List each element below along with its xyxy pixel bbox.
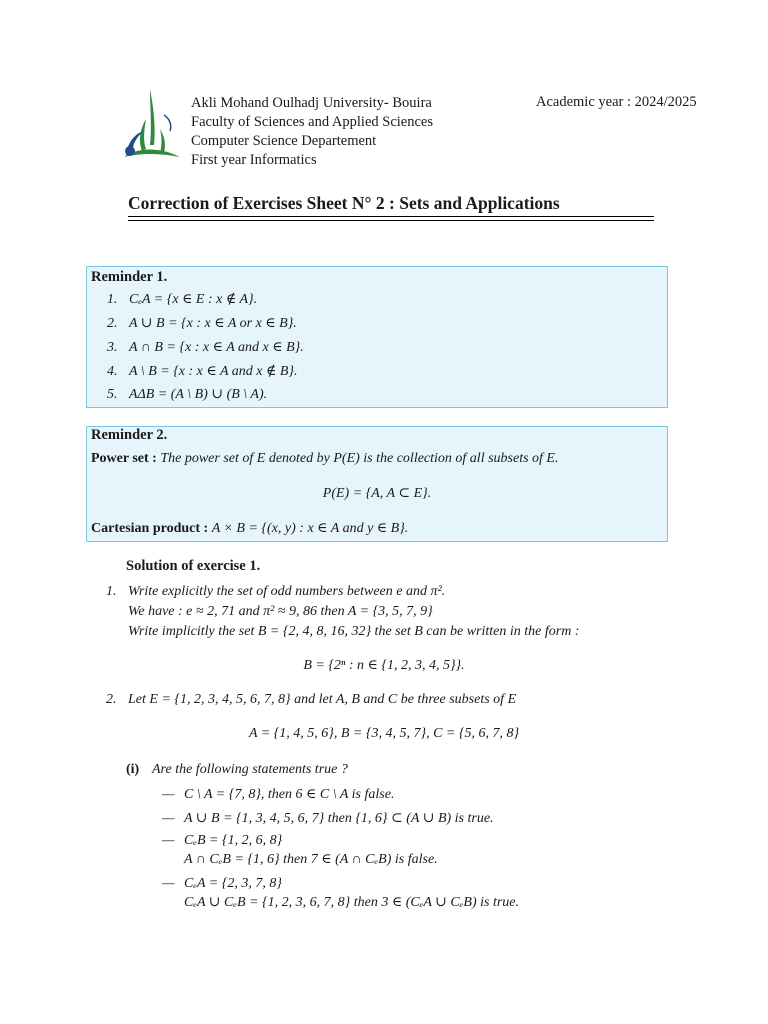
item-formula: CₑA = {x ∈ E : x ∉ A}. bbox=[129, 292, 258, 307]
dash-bullet: — bbox=[162, 876, 175, 891]
reminder-2-title: Reminder 2. bbox=[91, 427, 168, 443]
statement-item bbox=[162, 810, 494, 827]
cartesian-label: Cartesian product : bbox=[91, 521, 209, 536]
subsets-formula: A = {1, 4, 5, 6}, B = {3, 4, 5, 7}, C = {5, 6, 7, 8} bbox=[248, 726, 520, 741]
power-set-formula: P(E) = {A, A ⊂ E}. bbox=[322, 486, 432, 501]
academic-year: Academic year : 2024/2025 bbox=[536, 94, 697, 110]
dash-bullet: — bbox=[162, 811, 175, 826]
reminder-1-item bbox=[107, 363, 298, 380]
sub-question-label: (i) bbox=[126, 762, 140, 777]
power-set-definition bbox=[91, 451, 558, 467]
item-number: 1. bbox=[107, 292, 118, 307]
item-formula: AΔB = (A \ B) ∪ (B \ A). bbox=[129, 387, 268, 402]
cartesian-text: A × B = {(x, y) : x ∈ A and y ∈ B}. bbox=[211, 521, 409, 536]
item-number: 2. bbox=[107, 316, 118, 331]
reminder-1-title: Reminder 1. bbox=[91, 269, 168, 285]
faculty-name: Faculty of Sciences and Applied Sciences bbox=[191, 114, 434, 130]
solution-title: Solution of exercise 1. bbox=[126, 558, 261, 574]
university-name: Akli Mohand Oulhadj University- Bouira bbox=[191, 95, 432, 111]
title-underline-double bbox=[128, 220, 654, 221]
reminder-1-item bbox=[107, 386, 267, 403]
dash-bullet: — bbox=[162, 787, 175, 802]
reminder-1-item bbox=[107, 291, 257, 308]
page-title: Correction of Exercises Sheet N° 2 : Sets and Applications bbox=[128, 193, 560, 213]
item-number: 3. bbox=[107, 340, 118, 355]
reminder-2-box bbox=[86, 426, 668, 542]
statement-item bbox=[162, 876, 282, 892]
statement-item bbox=[162, 833, 282, 849]
set-b-formula: B = {2ⁿ : n ∈ {1, 2, 3, 4, 5}}. bbox=[303, 658, 465, 673]
statement-continuation: CₑA ∪ CₑB = {1, 2, 3, 6, 7, 8} then 3 ∈ (CₑA ∪ CₑB) is true. bbox=[184, 895, 520, 910]
item-number: 5. bbox=[107, 387, 118, 402]
statement-text: CₑB = {1, 2, 6, 8} bbox=[184, 833, 283, 848]
item-formula: A ∪ B = {x : x ∈ A or x ∈ B}. bbox=[129, 316, 297, 331]
item-number: 4. bbox=[107, 364, 118, 379]
class-level: First year Informatics bbox=[191, 152, 317, 168]
title-underline bbox=[128, 216, 654, 217]
statement-text: CₑA = {2, 3, 7, 8} bbox=[184, 876, 282, 891]
department-name: Computer Science Departement bbox=[191, 133, 377, 149]
reminder-1-item bbox=[107, 339, 304, 356]
university-logo-icon bbox=[120, 85, 182, 167]
solution-item-2-line: Let E = {1, 2, 3, 4, 5, 6, 7, 8} and let A, B and C be three subsets of E bbox=[128, 692, 517, 707]
reminder-1-item bbox=[107, 315, 297, 332]
solution-item-2-number: 2. bbox=[106, 692, 117, 707]
item-formula: A \ B = {x : x ∈ A and x ∉ B}. bbox=[129, 364, 298, 379]
statement-text: A ∪ B = {1, 3, 4, 5, 6, 7} then {1, 6} ⊂ (A ∪ B) is true. bbox=[184, 811, 494, 826]
university-info bbox=[191, 94, 433, 170]
sub-question-text: Are the following statements true ? bbox=[152, 762, 348, 777]
solution-item-1-line: Write explicitly the set of odd numbers between e and π². bbox=[128, 584, 446, 599]
power-set-label: Power set : bbox=[91, 451, 157, 466]
statement-item bbox=[162, 786, 394, 803]
statement-continuation: A ∩ CₑB = {1, 6} then 7 ∈ (A ∩ CₑB) is false. bbox=[184, 852, 438, 867]
power-set-text: The power set of E denoted by P(E) is the collection of all subsets of E. bbox=[160, 451, 559, 466]
solution-item-1-line: Write implicitly the set B = {2, 4, 8, 16, 32} the set B can be written in the form : bbox=[128, 624, 580, 639]
solution-item-1-line: We have : e ≈ 2, 71 and π² ≈ 9, 86 then A = {3, 5, 7, 9} bbox=[128, 604, 433, 619]
dash-bullet: — bbox=[162, 833, 175, 848]
statement-text: C \ A = {7, 8}, then 6 ∈ C \ A is false. bbox=[184, 787, 395, 802]
cartesian-definition bbox=[91, 520, 408, 537]
reminder-1-box bbox=[86, 266, 668, 408]
solution-item-1-number: 1. bbox=[106, 584, 117, 599]
item-formula: A ∩ B = {x : x ∈ A and x ∈ B}. bbox=[129, 340, 304, 355]
